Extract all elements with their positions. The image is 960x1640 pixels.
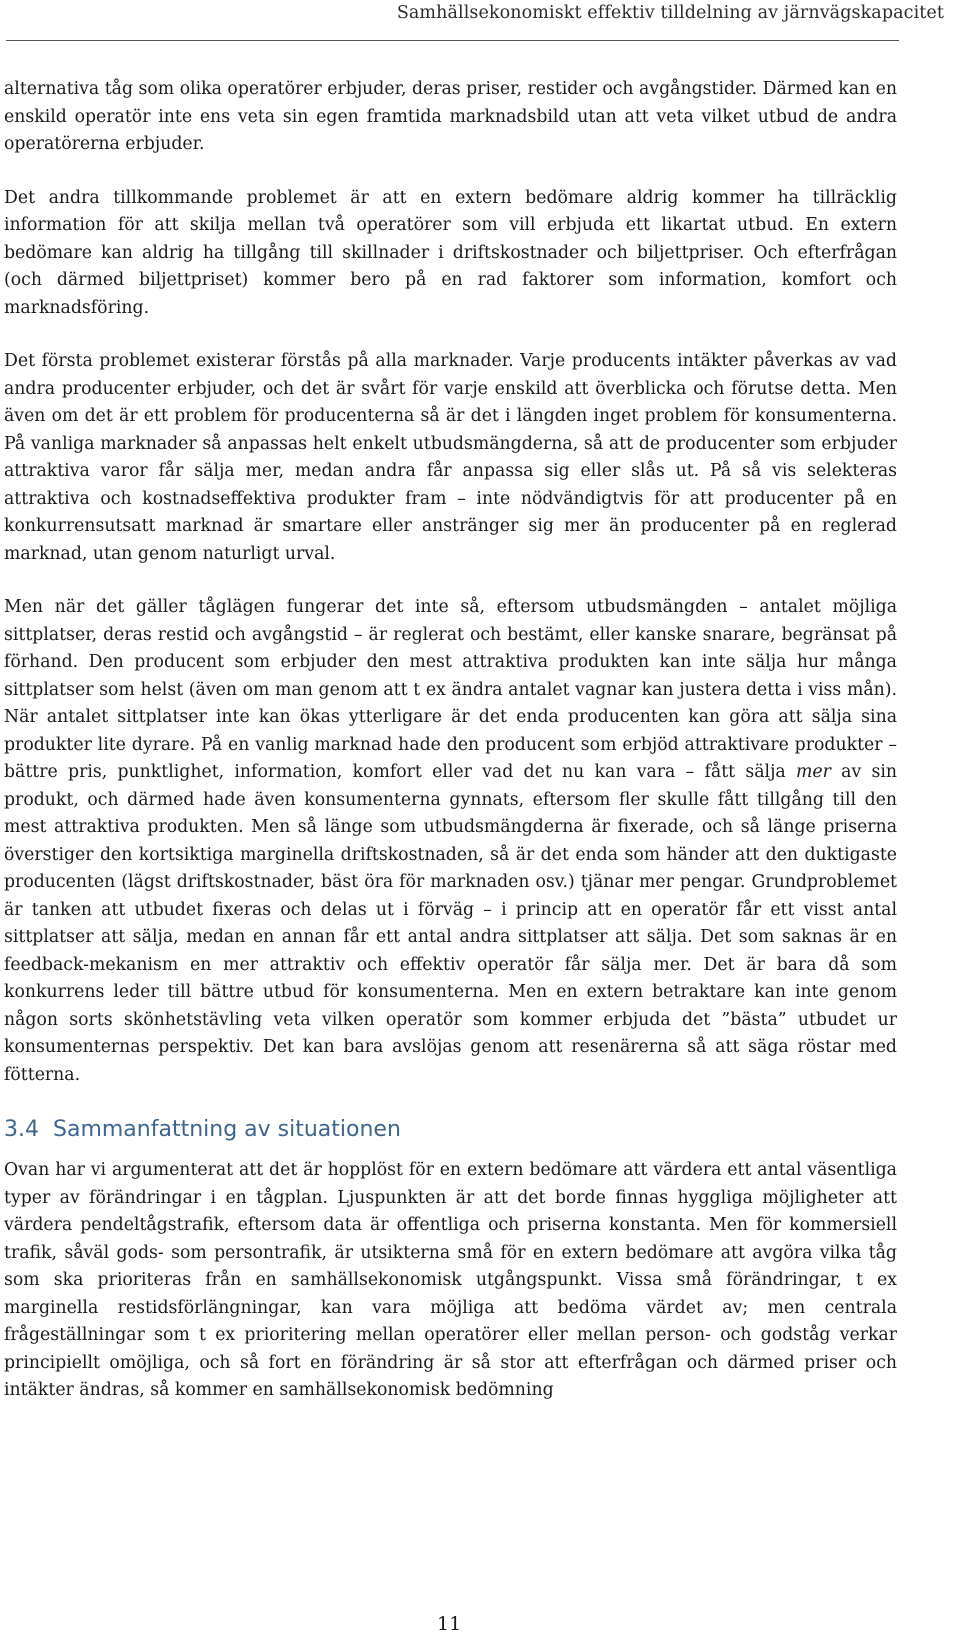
- body-content: [4, 76, 897, 1431]
- running-header: Samhällsekonomiskt effektiv tilldelning av järnvägskapacitet: [396, 3, 944, 23]
- section-title: Sammanfattning av situationen: [53, 1117, 401, 1142]
- paragraph-continuation: alternativa tåg som olika operatörer erbjuder, deras priser, restider och avgångstider. Därmed kan en enskild operatör inte ens veta sin egen framtida marknadsbild utan att veta vilket utbud de andra operatörerna erbjuder.: [4, 79, 897, 154]
- paragraph-summary: Ovan har vi argumenterat att det är hopplöst för en extern bedömare att värdera ett antal väsentliga typer av förändringar i en tågplan. Ljuspunkten är att det borde finnas hyggliga möjligheter att värdera pendeltågstrafik, eftersom data är offentliga och priserna konstanta. Men för kommersiell trafik, såväl gods- som persontrafik, är utsikterna små för en extern bedömare att avgöra vilka tåg som ska prioriteras från en samhällsekonomisk utgångspunkt. Vissa små förändringar, t ex marginella restidsförlängningar, kan vara möjliga att bedöma värdet av; men centrala frågeställningar som t ex prioritering mellan operatörer eller mellan person- och godståg verkar principiellt omöjliga, och så fort en förändring är så stor att efterfrågan och därmed priser och intäkter ändras, så kommer en samhällsekonomisk bedömning: [4, 1160, 897, 1400]
- header-rule: [6, 40, 899, 41]
- emphasis-text: mer: [796, 762, 831, 782]
- paragraph-train-paths: [4, 594, 897, 1089]
- paragraph-first-problem: Det första problemet existerar förstås på alla marknader. Varje producents intäkter påverkas av vad andra producenter erbjuder, och det är svårt för varje enskild att överblicka och förutse detta. Men även om det är ett problem för producenterna så är det i längden inget problem för konsumenterna. På vanliga marknader så anpassas helt enkelt utbudsmängderna, så att de producenter som erbjuder attraktiva varor får sälja mer, medan andra får anpassa sig eller slås ut. På så vis selekteras attraktiva och kostnadseffektiva produkter fram – inte nödvändigtvis för att producenter på en konkurrensutsatt marknad är smartare eller anstränger sig mer än producenter på en reglerad marknad, utan genom naturligt urval.: [4, 351, 897, 564]
- text-run: av sin produkt, och därmed hade även konsumenterna gynnats, eftersom fler skulle fått tillgång till den mest attraktiva produkten. Men så länge som utbudsmängderna är fixerade, och så länge priserna överstiger den kortsiktiga marginella driftskostnaden, så är det enda som händer att den duktigaste producenten (lägst driftskostnader, bäst öra för marknaden osv.) tjänar mer pengar. Grundproblemet är tanken att utbudet fixeras och delas ut i förväg – i princip att en operatör får ett visst antal sittplatser att sälja, medan en annan får ett antal andra sittplatser att sälja. Det som saknas är en feedback-mekanism en mer attraktiv och effektiv operatör får sälja mer. Det är bara då som konkurrens leder till bättre utbud för konsumenterna. Men en extern betraktare kan inte genom någon sorts skönhetstävling veta vilken operatör som kommer erbjuda det ”bästa” utbudet ur konsumenternas perspektiv. Det kan bara avslöjas genom att resenärerna så att säga röstar med fötterna.: [4, 762, 897, 1085]
- paragraph-second-problem: Det andra tillkommande problemet är att en extern bedömare aldrig kommer ha tillräcklig information för att skilja mellan två operatörer som vill erbjuda ett likartat utbud. En extern bedömare kan aldrig ha tillgång till skillnader i driftskostnader och biljettpriser. Och efterfrågan (och därmed biljettpriset) kommer bero på en rad faktorer som information, komfort och marknadsföring.: [4, 187, 897, 318]
- text-run: Men när det gäller tåglägen fungerar det inte så, eftersom utbudsmängden – antalet möjliga sittplatser, deras restid och avgångstid – är reglerat och bestämt, eller kanske snarare, begränsat på förhand. Den producent som erbjuder den mest attraktiva produkten kan inte sälja hur många sittplatser som helst (även om man genom att t ex ändra antalet vagnar kan justera detta i viss mån). När antalet sittplatser inte kan ökas ytterligare är det enda producenten kan göra att sälja sina produkter lite dyrare. På en vanlig marknad hade den producent som erbjöd attraktivare produkter – bättre pris, punktlighet, information, komfort eller vad det nu kan vara – fått sälja: [4, 597, 897, 782]
- section-heading: [4, 1115, 897, 1145]
- section-number: 3.4: [4, 1117, 39, 1142]
- page-number: 11: [437, 1613, 462, 1635]
